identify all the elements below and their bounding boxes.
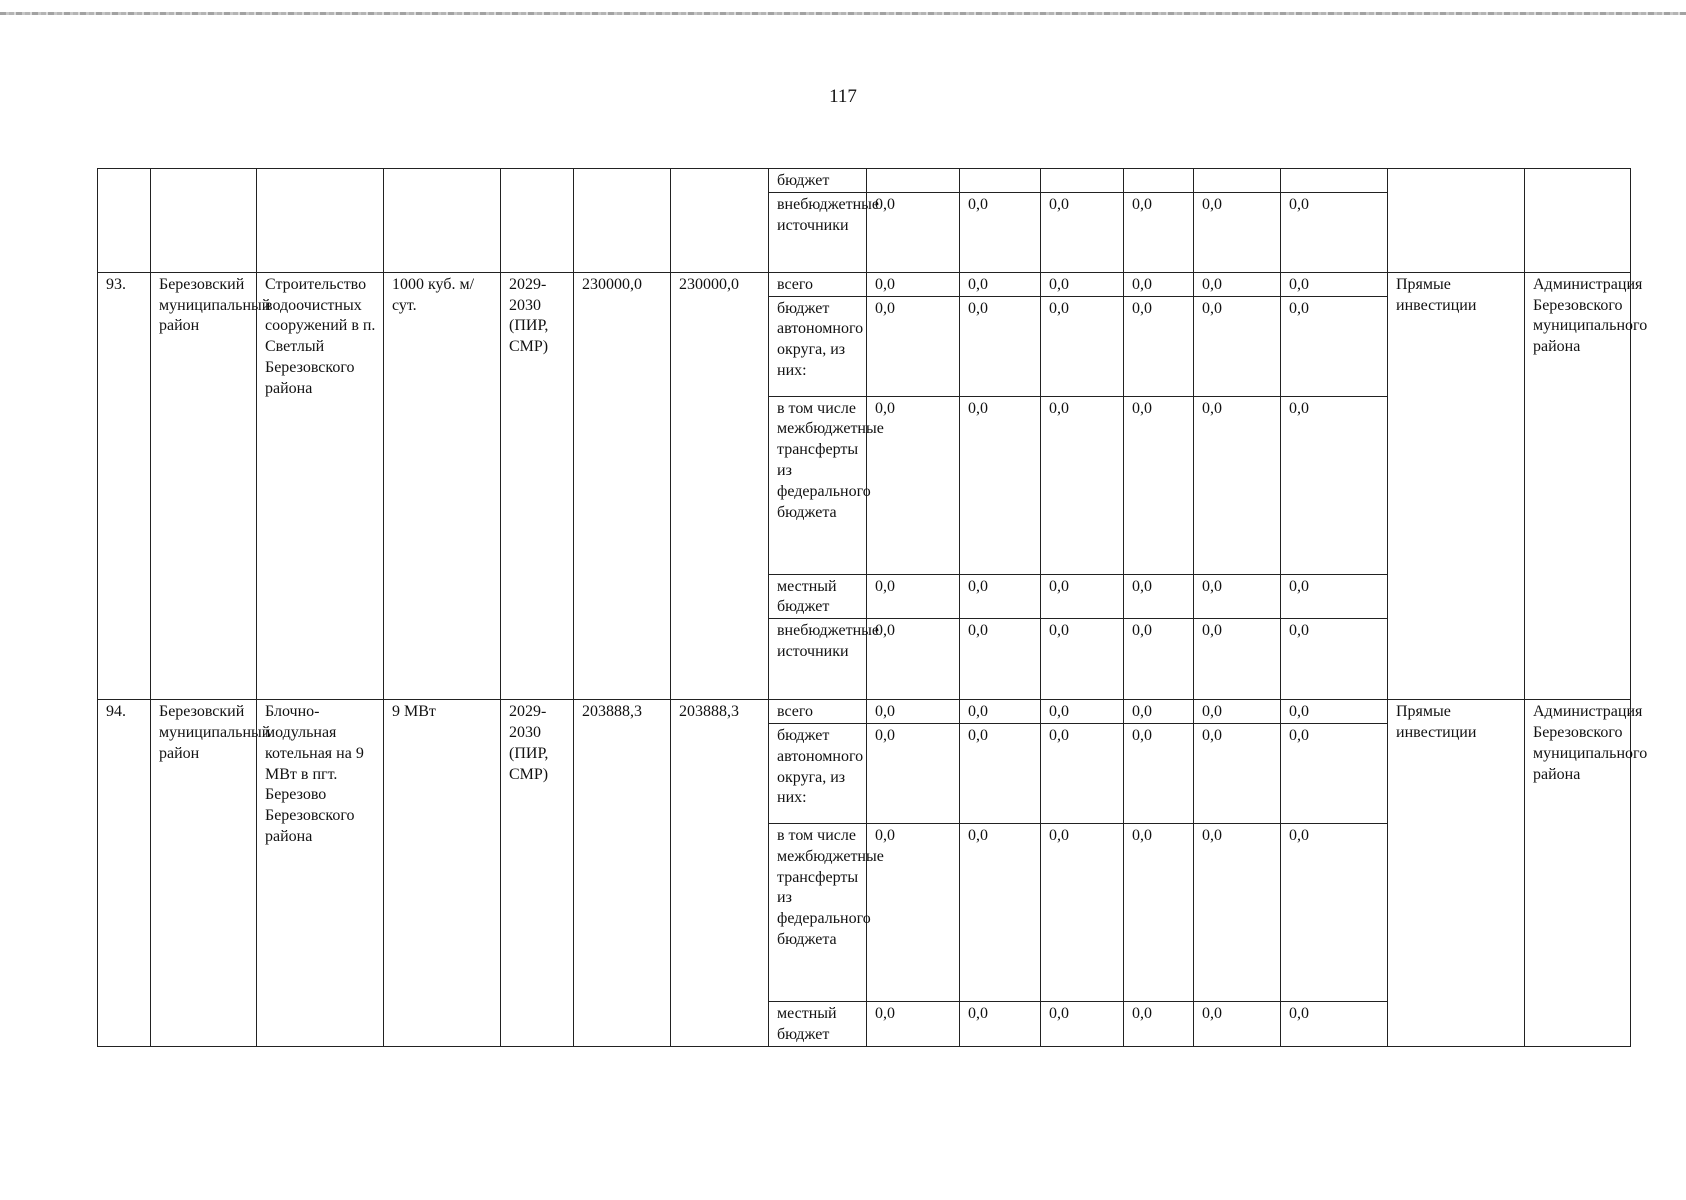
funding-value: 0,0 — [1281, 823, 1388, 1001]
funding-value: 0,0 — [1194, 823, 1281, 1001]
funding-value: 0,0 — [1281, 700, 1388, 724]
funding-value: 0,0 — [867, 272, 960, 296]
empty-cell — [151, 169, 257, 273]
program-table — [97, 168, 1648, 1047]
funding-value: 0,0 — [1041, 700, 1124, 724]
executor: Администрация Березовского муниципального района — [1525, 272, 1631, 699]
period: 2029-2030 (ПИР, СМР) — [501, 700, 574, 1046]
object-name: Блочно-модульная котельная на 9 МВт в пгт. Березово Березовского района — [257, 700, 384, 1046]
funding-source: всего — [769, 700, 867, 724]
funding-value — [1124, 169, 1194, 193]
empty-cell — [1388, 169, 1525, 273]
empty-cell — [257, 169, 384, 273]
funding-value: 0,0 — [867, 296, 960, 396]
funding-value: 0,0 — [1281, 619, 1388, 700]
page-number: 117 — [829, 86, 857, 107]
funding-value: 0,0 — [960, 1001, 1041, 1046]
funding-value: 0,0 — [960, 700, 1041, 724]
funding-value: 0,0 — [1124, 192, 1194, 272]
funding-value: 0,0 — [1124, 700, 1194, 724]
funding-value: 0,0 — [1124, 574, 1194, 619]
investment-type: Прямые инвестиции — [1388, 272, 1525, 699]
funding-value: 0,0 — [960, 723, 1041, 823]
capacity: 9 МВт — [384, 700, 501, 1046]
funding-source: в том числе межбюджетные трансферты из федерального бюджета — [769, 823, 867, 1001]
funding-value: 0,0 — [1124, 272, 1194, 296]
funding-value: 0,0 — [1281, 1001, 1388, 1046]
district-name: Березовский муниципальный район — [151, 700, 257, 1046]
total-cost: 230000,0 — [574, 272, 671, 699]
table-row — [98, 700, 1631, 724]
funding-value: 0,0 — [1124, 1001, 1194, 1046]
funding-value — [1194, 169, 1281, 193]
district-name: Березовский муниципальный район — [151, 272, 257, 699]
total-cost: 203888,3 — [574, 700, 671, 1046]
funding-value: 0,0 — [867, 700, 960, 724]
funding-value: 0,0 — [1281, 272, 1388, 296]
funding-value: 0,0 — [1041, 396, 1124, 574]
funding-value: 0,0 — [1281, 723, 1388, 823]
funding-value: 0,0 — [960, 296, 1041, 396]
funding-source: в том числе межбюджетные трансферты из федерального бюджета — [769, 396, 867, 574]
funding-value: 0,0 — [867, 723, 960, 823]
remaining-cost: 230000,0 — [671, 272, 769, 699]
item-number: 94. — [98, 700, 151, 1046]
remaining-cost: 203888,3 — [671, 700, 769, 1046]
funding-value: 0,0 — [1281, 296, 1388, 396]
funding-value: 0,0 — [867, 823, 960, 1001]
funding-value: 0,0 — [1194, 700, 1281, 724]
funding-value: 0,0 — [960, 574, 1041, 619]
funding-value: 0,0 — [1124, 396, 1194, 574]
funding-source: всего — [769, 272, 867, 296]
funding-value: 0,0 — [1194, 619, 1281, 700]
empty-cell — [671, 169, 769, 273]
funding-value: 0,0 — [960, 272, 1041, 296]
funding-value: 0,0 — [1041, 619, 1124, 700]
funding-source: местный бюджет — [769, 1001, 867, 1046]
funding-value — [867, 169, 960, 193]
empty-cell — [98, 169, 151, 273]
funding-value: 0,0 — [867, 574, 960, 619]
funding-source: внебюджетные источники — [769, 619, 867, 700]
funding-value: 0,0 — [1281, 192, 1388, 272]
funding-value: 0,0 — [867, 1001, 960, 1046]
continuation-row — [98, 169, 1631, 193]
funding-source: бюджет автономного округа, из них: — [769, 723, 867, 823]
funding-value: 0,0 — [1124, 823, 1194, 1001]
funding-value: 0,0 — [960, 192, 1041, 272]
funding-value: 0,0 — [1041, 296, 1124, 396]
empty-cell — [501, 169, 574, 273]
funding-source: внебюджетные источники — [769, 192, 867, 272]
funding-value: 0,0 — [1124, 296, 1194, 396]
item-number: 93. — [98, 272, 151, 699]
funding-value: 0,0 — [960, 823, 1041, 1001]
funding-value: 0,0 — [960, 619, 1041, 700]
object-name: Строительство водоочистных сооружений в п. Светлый Березовского района — [257, 272, 384, 699]
funding-value: 0,0 — [1281, 396, 1388, 574]
funding-value: 0,0 — [1194, 574, 1281, 619]
empty-cell — [384, 169, 501, 273]
funding-value: 0,0 — [1194, 1001, 1281, 1046]
funding-value: 0,0 — [1041, 723, 1124, 823]
funding-value: 0,0 — [1041, 192, 1124, 272]
table-row — [98, 272, 1631, 296]
funding-value: 0,0 — [1194, 296, 1281, 396]
funding-value: 0,0 — [960, 396, 1041, 574]
investment-type: Прямые инвестиции — [1388, 700, 1525, 1046]
empty-cell — [574, 169, 671, 273]
period: 2029-2030 (ПИР, СМР) — [501, 272, 574, 699]
funding-value: 0,0 — [867, 396, 960, 574]
capacity: 1000 куб. м/сут. — [384, 272, 501, 699]
empty-cell — [1525, 169, 1631, 273]
scan-edge — [0, 12, 1686, 15]
funding-value: 0,0 — [1041, 574, 1124, 619]
funding-value: 0,0 — [867, 619, 960, 700]
funding-value — [1041, 169, 1124, 193]
funding-value: 0,0 — [1194, 272, 1281, 296]
funding-value: 0,0 — [1124, 723, 1194, 823]
executor: Администрация Березовского муниципального района — [1525, 700, 1631, 1046]
funding-value — [960, 169, 1041, 193]
funding-value: 0,0 — [1281, 574, 1388, 619]
funding-source: местный бюджет — [769, 574, 867, 619]
funding-value: 0,0 — [1194, 192, 1281, 272]
funding-value: 0,0 — [1124, 619, 1194, 700]
funding-value: 0,0 — [1041, 272, 1124, 296]
funding-value: 0,0 — [1194, 723, 1281, 823]
funding-source: бюджет — [769, 169, 867, 193]
funding-value: 0,0 — [867, 192, 960, 272]
funding-value — [1281, 169, 1388, 193]
funding-source: бюджет автономного округа, из них: — [769, 296, 867, 396]
funding-value: 0,0 — [1041, 1001, 1124, 1046]
funding-value: 0,0 — [1194, 396, 1281, 574]
funding-value: 0,0 — [1041, 823, 1124, 1001]
